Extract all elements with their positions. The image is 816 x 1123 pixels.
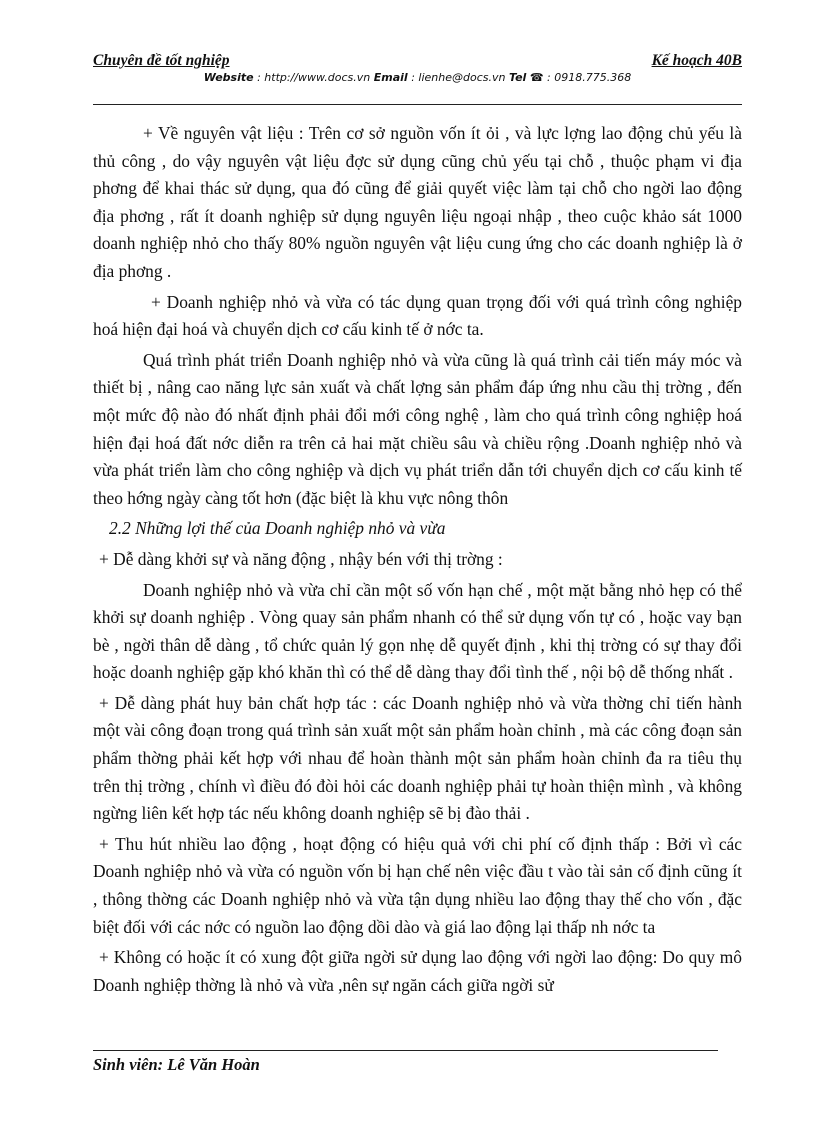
paragraph-raw-materials: + Về nguyên vật liệu : Trên cơ sở nguồn vốn ít ỏi , và lực lợng lao động chủ yếu là thủ công , do vậy nguyên vật liệu đợc sử dụng cũng chủ yếu tại chỗ , thuộc phạm vi địa phơng để khai thác sử dụng, qua đó cũng để giải quyết việc làm tại chỗ cho ngời lao động địa phơng , rất ít doanh nghiệp sử dụng nguyên liệu ngoại nhập , theo cuộc khảo sát 1000 doanh nghiệp nhỏ cho thấy 80% nguồn nguyên vật liệu cung ứng cho các doanh nghiệp là ở địa phơng . xyxy=(93,123,742,281)
paragraph-no-conflict: + Không có hoặc ít có xung đột giữa ngời sử dụng lao động với ngời lao động: Do quy mô Doanh nghiệp thờng là nhỏ và vừa ,nên sự ngăn cách giữa ngời sử xyxy=(93,947,742,995)
section-heading: 2.2 Những lợi thế của Doanh nghiệp nhỏ và vừa xyxy=(109,518,446,539)
tel-label: Tel xyxy=(508,71,527,84)
header-title-right: Kế hoạch 40B xyxy=(651,52,742,69)
paragraph-easy-start: + Dễ dàng khởi sự và năng động , nhậy bén với thị trờng : xyxy=(99,548,503,569)
paragraph-cooperation: + Dễ dàng phát huy bản chất hợp tác : các Doanh nghiệp nhỏ và vừa thờng chỉ tiến hành một vài công đoạn trong quá trình sản xuất một sản phẩm hoàn chỉnh , mà các công đoạn sản phẩm thờng phải kết hợp với nhau để hoàn thành một sản phẩm hoàn chỉnh đa ra tiêu thụ trên thị trờng , chính vì điều đó đòi hỏi các doanh nghiệp phải tự hoàn thiện mình , và không ngừng liên kết hợp tác nếu không doanh nghiệp sẽ bị đào thải . xyxy=(93,692,742,824)
header-contact-line xyxy=(93,71,742,84)
email-label: Email xyxy=(373,71,408,84)
header-rule xyxy=(93,104,742,105)
website-value: : http://www.docs.vn xyxy=(257,71,371,84)
footer-student-name: Sinh viên: Lê Văn Hoàn xyxy=(93,1055,260,1074)
document-body xyxy=(93,120,742,1002)
phone-icon: ☎ xyxy=(529,71,544,84)
paragraph-labor: + Thu hút nhiều lao động , hoạt động có hiệu quả với chi phí cố định thấp : Bởi vì các Doanh nghiệp nhỏ và vừa có nguồn vốn bị hạn chế nên việc đầu t vào tài sản cố định cũng ít , thông thờng các Doanh nghiệp nhỏ và vừa tận dụng nhiều lao động thay thế cho vốn , đặc biệt đối với các nớc có nguồn lao động dồi dào và giá lao động lại thấp nh nớc ta xyxy=(93,833,742,937)
footer-rule xyxy=(93,1050,718,1051)
paragraph-industrialization: + Doanh nghiệp nhỏ và vừa có tác dụng quan trọng đối với quá trình công nghiệp hoá hiện đại hoá và chuyển dịch cơ cấu kinh tế ở nớc ta. xyxy=(93,291,742,340)
header-title-left: Chuyên đề tốt nghiệp xyxy=(93,52,230,69)
paragraph-limited-capital: Doanh nghiệp nhỏ và vừa chỉ cần một số vốn hạn chế , một mặt bằng nhỏ hẹp có thể khởi sự doanh nghiệp . Vòng quay sản phẩm nhanh có thể sử dụng vốn tự có , hoặc vay bạn bè , ngời thân dễ dàng , tổ chức quản lý gọn nhẹ dễ quyết định , khi thị trờng có sự thay đổi hoặc doanh nghiệp gặp khó khăn thì có thể dễ dàng thay đổi tình thế , nội bộ dễ thống nhất . xyxy=(93,579,742,683)
paragraph-development-process: Quá trình phát triển Doanh nghiệp nhỏ và vừa cũng là quá trình cải tiến máy móc và thiết bị , nâng cao năng lực sản xuất và chất lợng sản phẩm đáp ứng nhu cầu thị trờng , đến một mức độ nào đó nhất định phải đổi mới công nghệ , làm cho quá trình công nghiệp hoá hiện đại hoá đất nớc diễn ra trên cả hai mặt chiều sâu và chiều rộng .Doanh nghiệp nhỏ và vừa phát triển làm cho công nghiệp và dịch vụ phát triển dẫn tới chuyển dịch cơ cấu kinh tế theo hớng ngày càng tốt hơn (đặc biệt là khu vực nông thôn xyxy=(93,349,742,508)
website-label: Website xyxy=(203,71,254,84)
page-header xyxy=(93,52,742,72)
tel-value: : 0918.775.368 xyxy=(547,71,632,84)
email-value: : lienhe@docs.vn xyxy=(411,71,506,84)
